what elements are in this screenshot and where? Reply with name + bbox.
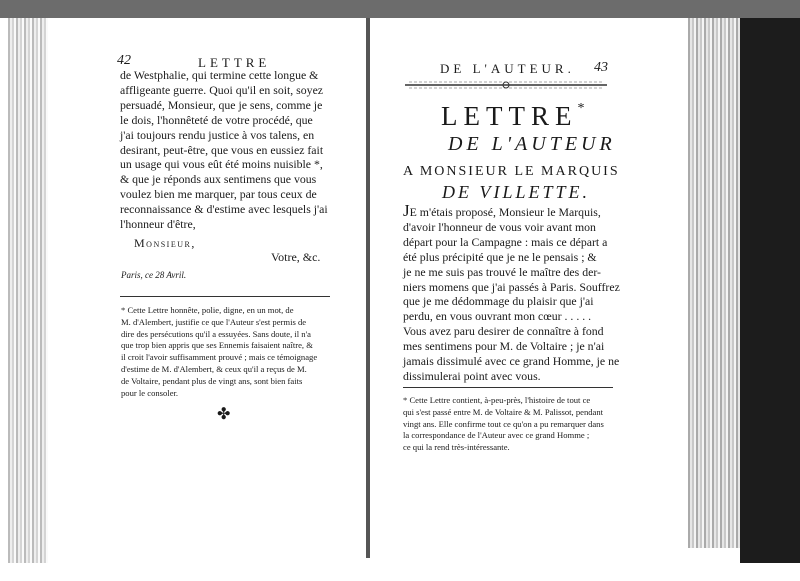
text-line: j'ai toujours rendu justice à vos talens, en — [120, 127, 315, 142]
text-line: reconnaissance & d'estime avec lesquels j'ai — [120, 202, 328, 217]
left-page-number: 42 — [117, 53, 131, 68]
letter-title — [441, 101, 590, 132]
footnote-line: d'estime de M. d'Alembert, & ceux qu'il a reçus de M. — [121, 363, 307, 374]
footnote-rule — [403, 387, 613, 388]
text-line: que je me dédommage du plaisir que j'ai — [403, 294, 594, 309]
right-body-text — [403, 201, 620, 384]
footnote-line: que trop bien appris que ses Ennemis faisaient naître, & — [121, 340, 313, 351]
text-line: le dois, l'honnêteté de votre procédé, que — [120, 112, 313, 127]
footnote-line: la correspondance de l'Auteur avec ce grand Homme ; — [403, 430, 590, 441]
date-line: Paris, ce 28 Avril. — [121, 270, 187, 280]
text-line: voulez bien me marquer, par tous ceux de — [120, 187, 317, 202]
title-addressee-name: DE VILLETTE. — [442, 182, 591, 202]
text-line: mes sentimens pour M. de Voltaire ; je n'ai — [403, 339, 605, 354]
scan-bottom-border — [0, 566, 800, 581]
text-line: un usage qui vous eût été moins nuisible *, — [120, 157, 323, 172]
right-footnote — [403, 395, 604, 454]
text-line: départ pour la Campagne : mais ce départ a — [403, 234, 608, 249]
title-footnote-mark: * — [577, 101, 591, 116]
text-line: niers momens que j'ai passés à Paris. Souffrez — [403, 279, 620, 294]
headband-ornament — [403, 80, 609, 90]
left-footnote — [121, 305, 317, 399]
text-line: été plus précipité que je ne le pensais ; & — [403, 249, 597, 264]
text-line: perdu, en vous ouvrant mon cœur . . . . . — [403, 309, 592, 324]
footnote-line: pour le consoler. — [121, 387, 179, 398]
footnote-line: * Cette Lettre honnête, polie, digne, en un mot, de — [121, 305, 294, 315]
text-line: d'avoir l'honneur de vous voir avant mon — [403, 219, 596, 234]
footnote-line: vingt ans. Elle confirme tout ce qu'on a pu remarquer dans — [403, 418, 604, 429]
text-line: de Westphalie, qui termine cette longue & — [120, 68, 319, 82]
text-line: persuadé, Monsieur, que je sens, comme je — [120, 97, 323, 112]
text-line: je ne me suis pas trouvé le maître des der- — [403, 264, 601, 279]
book-gutter — [366, 18, 370, 558]
text-line: affligeante guerre. Quoi qu'il en soit, soyez — [120, 82, 324, 97]
drop-cap: J — [403, 201, 410, 220]
right-page-edges — [688, 18, 740, 548]
footnote-line: de Voltaire, pendant plus de vingt ans, sont bien faits — [121, 375, 303, 386]
footnote-line: ce qui la rend très-intéressante. — [403, 442, 510, 453]
title-addressee: A MONSIEUR LE MARQUIS — [403, 164, 620, 179]
right-running-head: DE L'AUTEUR. — [440, 61, 575, 76]
left-body-text — [120, 68, 334, 232]
title-word: LETTRE — [441, 101, 578, 131]
text-line: l'honneur d'être, — [120, 217, 196, 232]
title-subline: DE L'AUTEUR — [448, 133, 616, 155]
text-line: desirant, peut-être, que vous en eussiez fait — [120, 142, 324, 157]
text-line: dissimulerai point avec vous. — [403, 368, 541, 383]
text-line: & que je réponds aux sentimens que vous — [120, 172, 317, 187]
text-line: jamais dissimulé avec ce grand Homme, je ne — [403, 354, 620, 369]
first-line-text: E m'étais proposé, Monsieur le Marquis, — [409, 205, 601, 219]
scan-top-border — [0, 0, 800, 18]
footnote-line: qui s'est passé entre M. de Voltaire & M. Palissot, pendant — [403, 406, 604, 417]
left-page-edges — [8, 18, 48, 563]
footnote-line: * Cette Lettre contient, à-peu-près, l'histoire de tout ce — [403, 395, 591, 405]
footnote-rule — [120, 296, 330, 297]
left-running-head: LETTRE — [198, 55, 271, 70]
footnote-line: dire des persécutions qu'il a essuyées. Sans doute, il n'a — [121, 328, 311, 339]
scan-dark-margin — [740, 18, 800, 563]
closing: Votre, &c. — [271, 250, 321, 264]
text-line-first — [403, 201, 616, 220]
footnote-line: il croit l'avoir suffisamment prouvé ; mais ce témoignage — [121, 352, 318, 363]
ornament-icon: ✤ — [217, 406, 231, 423]
text-line: Vous avez paru desirer de connaître à fond — [403, 324, 604, 339]
footnote-line: M. d'Alembert, justifie ce que l'Auteur s'est permis de — [121, 316, 307, 327]
salutation: Monsieur, — [134, 236, 196, 250]
right-page-number: 43 — [594, 60, 608, 75]
